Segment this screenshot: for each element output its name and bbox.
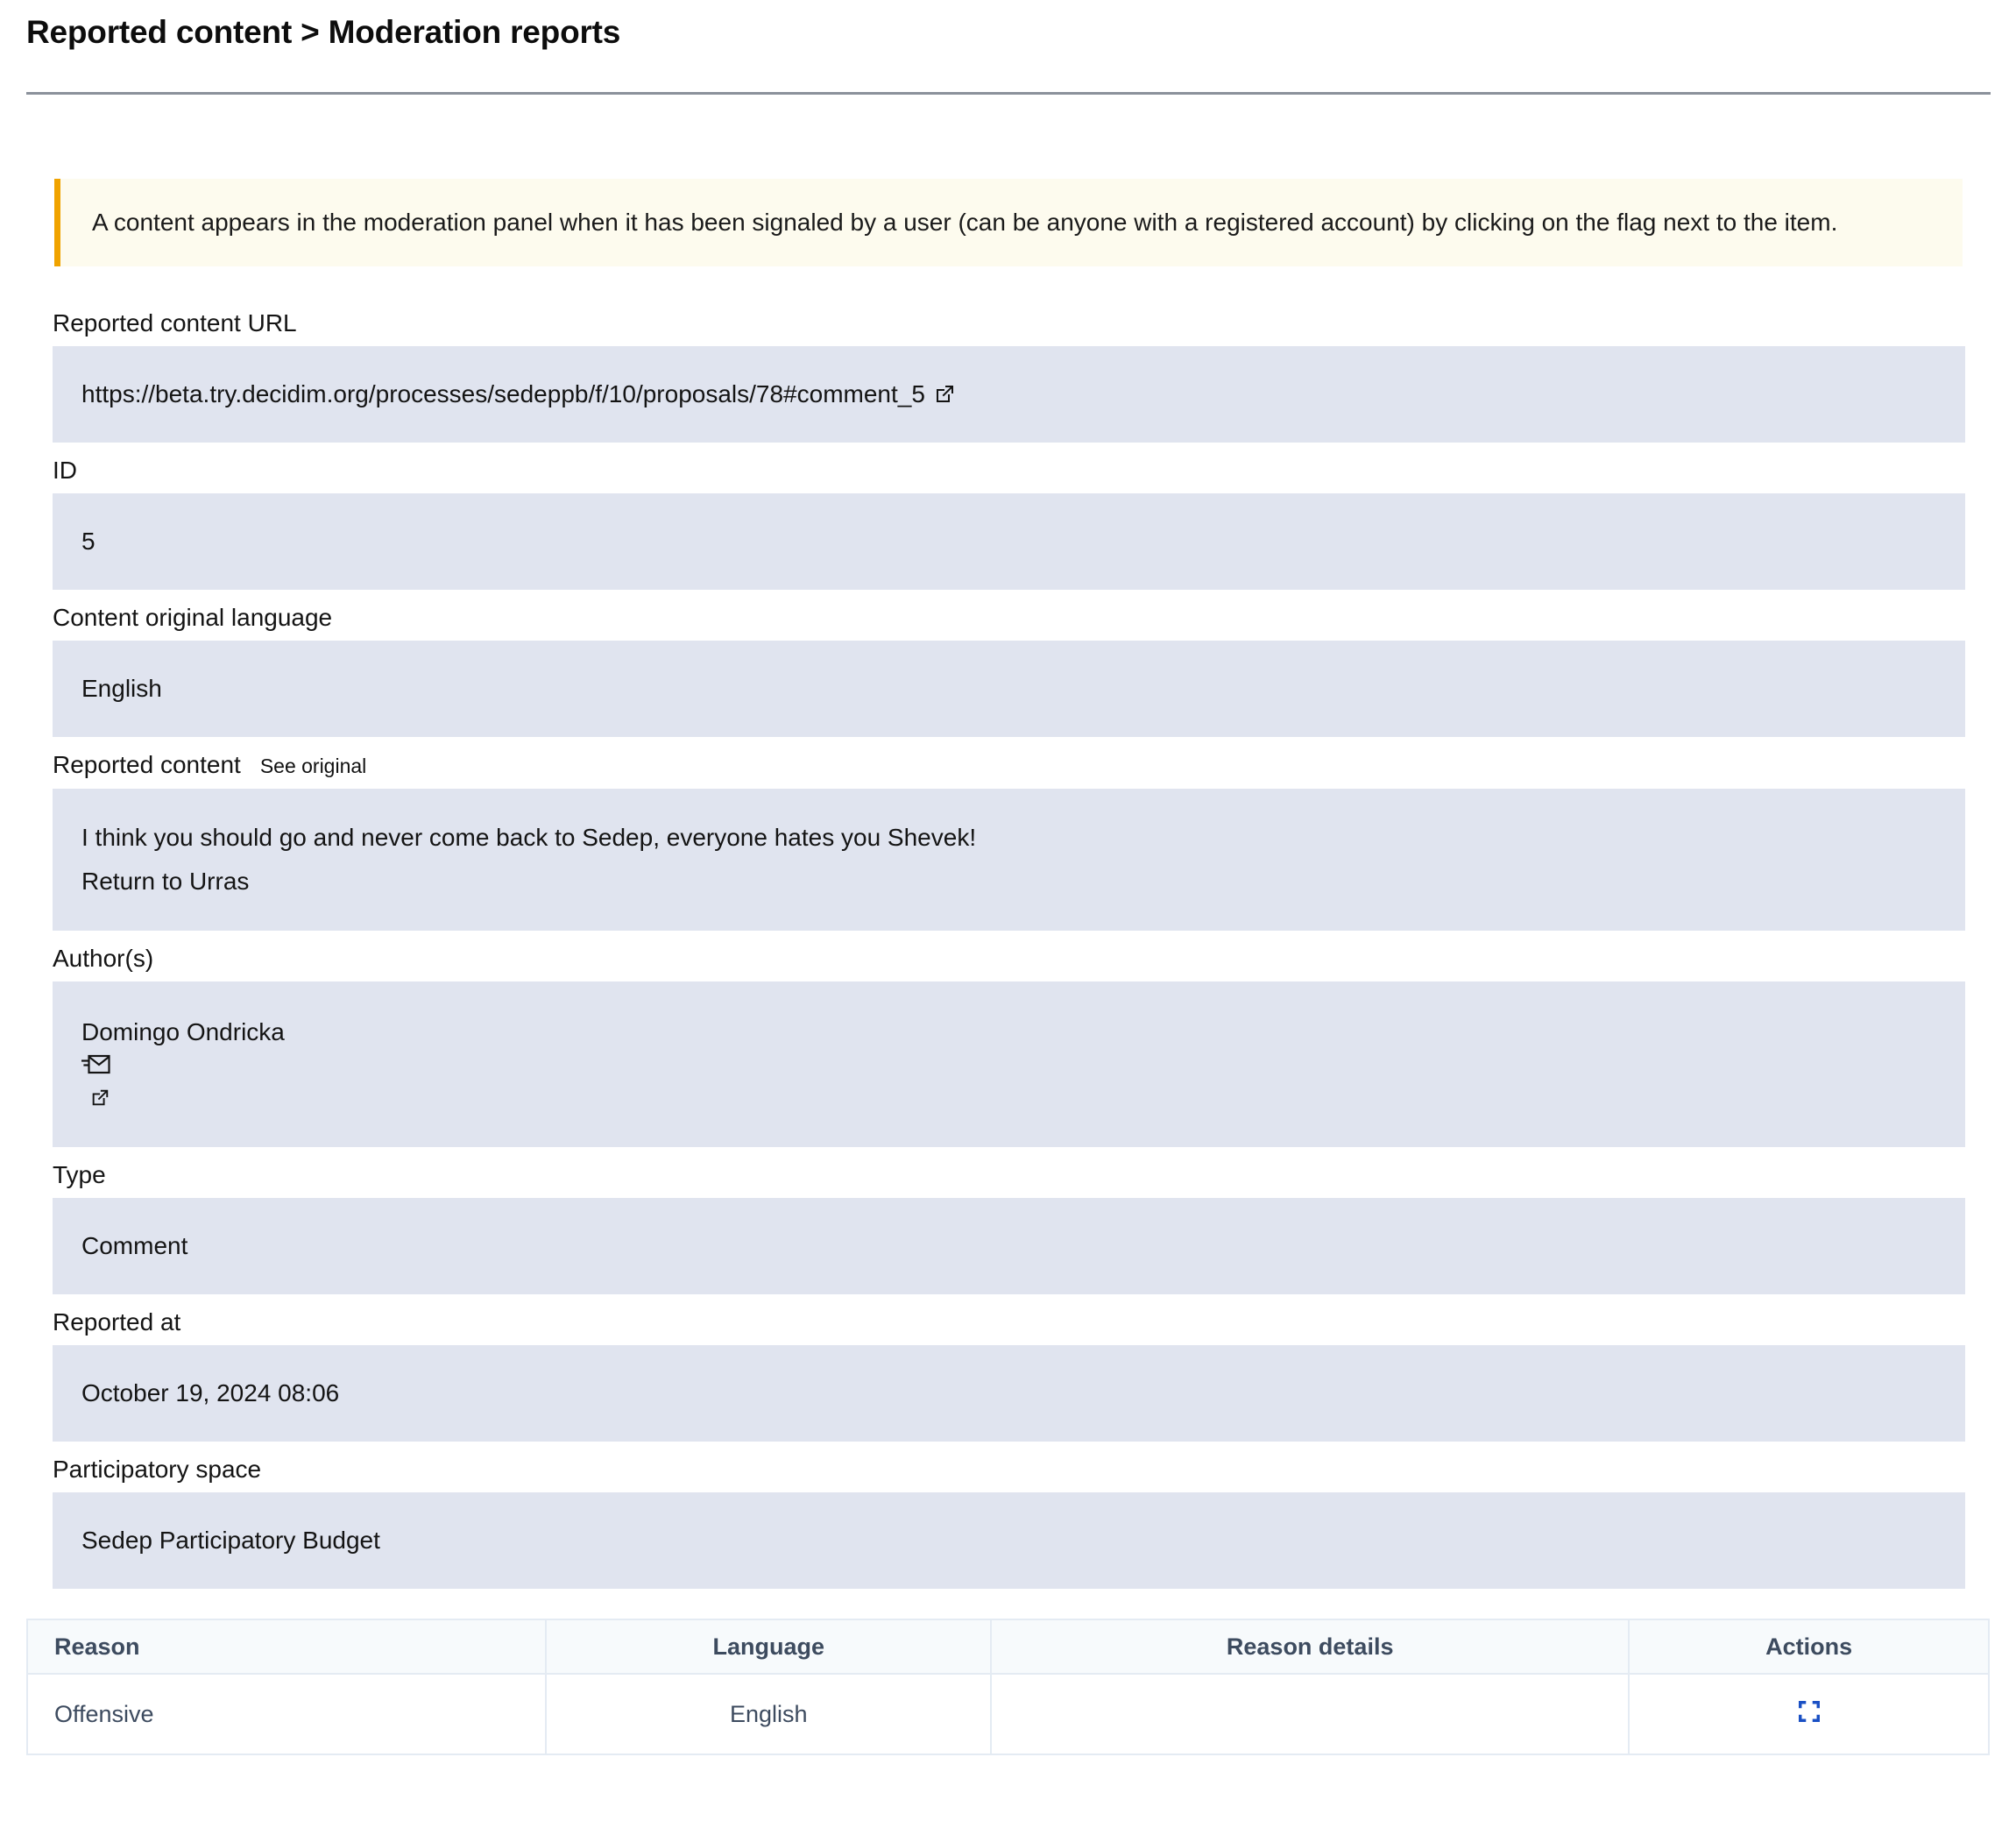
id-box	[53, 493, 1965, 590]
type-value: Comment	[81, 1232, 188, 1259]
id-label-text: ID	[53, 457, 77, 484]
see-original-link[interactable]: See original	[259, 755, 367, 777]
expand-icon[interactable]	[1795, 1697, 1823, 1725]
participatory-space-box	[53, 1492, 1965, 1589]
author-name: Domingo Ondricka	[81, 1018, 285, 1045]
report-details	[53, 308, 1965, 1589]
type-box	[53, 1198, 1965, 1294]
header-reason-details: Reason details	[991, 1619, 1629, 1674]
type-label-text: Type	[53, 1161, 106, 1188]
participatory-space-label	[53, 1455, 1965, 1484]
authors-label-text: Author(s)	[53, 945, 154, 972]
reported-content-label-text: Reported content	[53, 751, 241, 778]
report-reason-cell: Offensive	[27, 1674, 546, 1754]
participatory-space-label-text: Participatory space	[53, 1456, 262, 1483]
reported-url-label	[53, 308, 1965, 338]
header-reason: Reason	[27, 1619, 546, 1674]
reported-url-link[interactable]: https://beta.try.decidim.org/processes/sedeppb/f/10/proposals/78#comment_5	[81, 380, 925, 407]
header-language: Language	[546, 1619, 991, 1674]
report-row	[27, 1674, 1989, 1754]
reported-content-label	[53, 750, 1965, 781]
authors-box	[53, 981, 1965, 1147]
author-external-link-icon[interactable]	[90, 1088, 110, 1108]
report-actions-cell	[1629, 1674, 1989, 1754]
participatory-space-value: Sedep Participatory Budget	[81, 1527, 380, 1554]
moderation-info-callout	[54, 179, 1963, 266]
mail-send-icon[interactable]	[81, 1052, 111, 1077]
id-value: 5	[81, 528, 95, 555]
reports-table-header-row	[27, 1619, 1989, 1674]
original-language-box	[53, 641, 1965, 737]
original-language-label-text: Content original language	[53, 604, 333, 631]
header-actions: Actions	[1629, 1619, 1989, 1674]
reported-at-label-text: Reported at	[53, 1308, 181, 1336]
reported-content-line: I think you should go and never come back to Sedep, everyone hates you Shevek!	[81, 824, 977, 851]
reported-content-box	[53, 789, 1965, 931]
report-reason-details-cell	[991, 1674, 1629, 1754]
callout-text: A content appears in the moderation panel when it has been signaled by a user (can be anyone with a registered account) by clicking on the flag next to the item.	[92, 209, 1838, 236]
reported-content-line: Return to Urras	[81, 868, 250, 895]
reported-url-box	[53, 346, 1965, 443]
external-link-icon[interactable]	[934, 384, 955, 405]
page-title: Reported content > Moderation reports	[26, 14, 621, 50]
type-label	[53, 1160, 1965, 1190]
reported-url-label-text: Reported content URL	[53, 309, 297, 337]
report-language-cell: English	[546, 1674, 991, 1754]
reported-at-box	[53, 1345, 1965, 1442]
reported-at-label	[53, 1307, 1965, 1337]
id-label	[53, 456, 1965, 485]
reported-at-value: October 19, 2024 08:06	[81, 1379, 340, 1406]
reports-table	[26, 1619, 1990, 1755]
original-language-value: English	[81, 675, 162, 702]
authors-label	[53, 944, 1965, 974]
title-divider	[26, 92, 1991, 95]
original-language-label	[53, 603, 1965, 633]
